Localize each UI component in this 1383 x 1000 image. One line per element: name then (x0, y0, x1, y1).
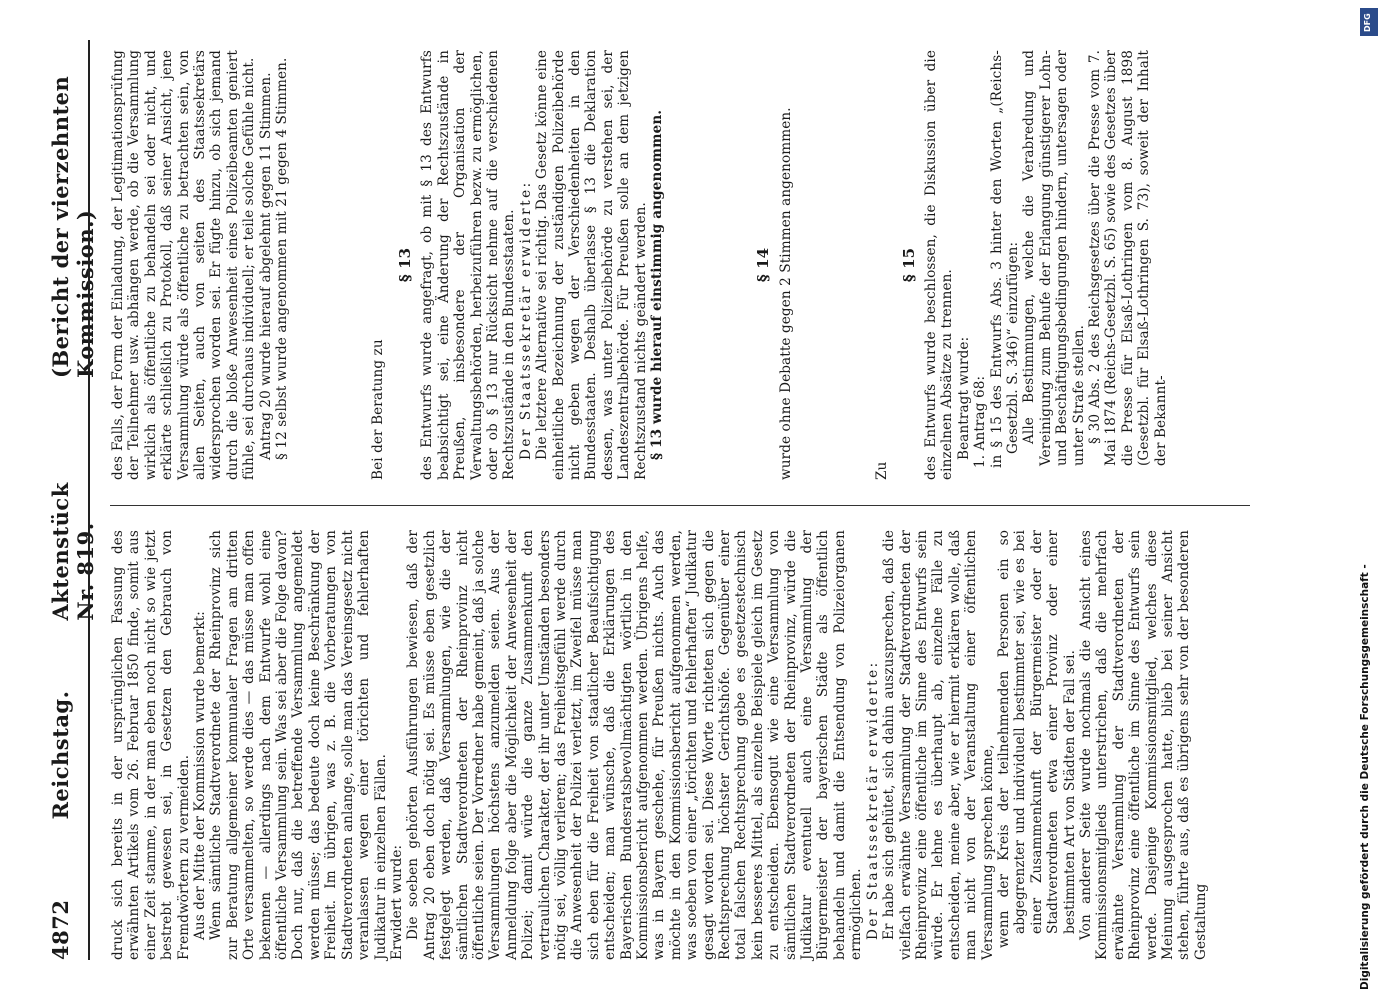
paragraph: § 13 wurde hierauf einstimmig angenommen. (648, 109, 665, 460)
digitization-note (1355, 0, 1379, 1000)
quoted-provision: Alle Bestimmungen, welche die Verabredung und Vereinigung zum Behufe der Erlangung günstigerer Lohn- und Beschäftigungsbedingungen hindern, untersagen oder unter Strafe stellen. (1021, 50, 1087, 466)
list-item-text: in § 15 des Entwurfs Abs. 3 hinter den Worten „(Reichs-Gesetzbl. S. 346)“ einzufügen: (988, 50, 1022, 468)
page-number: 4872 (48, 899, 73, 960)
section-heading-15: § 15 (899, 247, 918, 283)
paragraph: des Entwurfs wurde angefragt, ob mit § 13 des Entwurfs beabsichtigt sei, eine Änderung der Rechtszustände in Preußen, insbesondere der Organisation der Verwaltungsbehörden, herbeizuführen bezw. zu ermöglichen, oder ob § 13 nur Rücksicht nehme auf die verschiedenen Rechtszustände in den Bundesstaaten. (419, 50, 518, 480)
paragraph: Er habe sich gehütet, sich dahin auszusprechen, daß die vielfach erwähnte Versammlung der Stadtverordneten der Rheinprovinz eine öffentliche im Sinne des Entwurfs sein würde. Er lehne es überhaupt ab, einzelne Fälle zu entscheiden, meine aber, wie er hiermit erklären wolle, daß man nicht von der Veranstaltung einer öffentlichen Versammlung sprechen könne, (881, 530, 996, 960)
paragraph: Wenn sämtliche Stadtverordnete der Rheinprovinz sich zur Beratung allgemeiner kommunaler Fragen am dritten Orte versammelten, so werde dies — das müsse man offen bekennen — allerdings nach dem Entwurfe wohl eine öffentliche Versammlung sein. Was sei aber die Folge davon? Doch nur, daß die betreffende Versammlung angemeldet werden müsse; das bedeute doch keine Beschränkung der Freiheit. Im übrigen, was z. B. die Vorberatungen von Stadtverordneten anlange, solle man das Vereinsgesetz nicht veranlassen wegen einer törichten und fehlerhaften Judikatur in einzelnen Fällen. (208, 530, 389, 960)
header-title-right: (Bericht der vierzehnten Kommission.) (48, 75, 98, 379)
paragraph: Der Staatssekretär erwiderte: (864, 660, 881, 940)
paragraph: des Entwurfs wurde beschlossen, die Diskussion über die einzelnen Absätze zu trennen. (923, 50, 956, 480)
paragraph: Aus der Mitte der Kommission wurde bemerkt: (192, 611, 209, 940)
list-item-label: 1. Antrag 68: (972, 375, 989, 468)
paragraph: druck sich bereits in der ursprünglichen Fassung des erwähnten Artikels vom 26. Februar 1850 finde, somit aus einer Zeit stamme, in der man eben noch nicht so wie jetzt bestrebt gewesen sei, in Gesetzen den Gebrauch von Fremdwörtern zu vermeiden. (110, 530, 192, 960)
header-title-left: Reichstag. (48, 690, 73, 820)
header-rule (88, 40, 90, 960)
spacer (665, 50, 745, 480)
paragraph: § 12 selbst wurde angenommen mit 21 gegen 4 Stimmen. (274, 57, 291, 460)
paragraph: Der Staatssekretär erwiderte: (517, 180, 534, 460)
spacer (290, 50, 370, 480)
paragraph: Antrag 20 wurde hierauf abgelehnt gegen 11 Stimmen. (257, 72, 274, 460)
digitization-note-text: Digitalisierung gefördert durch die Deutsche Forschungsgemeinschaft - (1359, 564, 1371, 990)
paragraph: des Falls, der Form der Einladung, der Legitimationsprüfung der Teilnehmer usw. abhängen werde, ob die Versammlung wirklich als öffentliche zu behandeln sei oder nicht, und erklärte schließlich zu Protokoll, daß seiner Ansicht, jene Versammlung würde als öffentliche zu betrachten sein, von allen Seiten, auch von seiten des Staatssekretärs widersprochen worden sei. Er fügte hinzu, ob sich jemand durch die bloße Anwesenheit eines Polizeibeamten geniert fühle, sei durchaus individuell; er teile solche Gefühle nicht. (110, 50, 258, 480)
section-heading-14: § 14 (754, 247, 773, 283)
section-heading-13: § 13 (395, 247, 414, 283)
column-divider (110, 505, 1250, 506)
header-title-center: Aktenstück Nr. 819. (48, 482, 98, 621)
right-column (110, 50, 1169, 480)
indented-paragraph: wenn der Kreis der teilnehmenden Personen ein so abgegrenzter und individuell bestimmter sei, wie es bei einer Zusammenkunft der Bürgermeister oder der Stadtverordneten etwa einer Provinz oder einer bestimmten Art von Städten der Fall sei. (995, 530, 1078, 948)
paragraph: wurde ohne Debatte gegen 2 Stimmen angenommen. (777, 107, 794, 480)
section-intro: Zu (874, 461, 891, 480)
paragraph: Die letztere Alternative sei richtig. Das Gesetz könne eine einheitliche Bezeichnung der zuständigen Polizeibehörde nicht geben wegen der Verschiedenheiten in den Bundesstaaten. Deshalb überlasse § 13 die Deklaration dessen, was unter Polizeibehörde zu verstehen sei, der Landeszentralbehörde. Für Preußen solle an dem jetzigen Rechtszustand nichts geändert werden. (534, 50, 649, 480)
paragraph: Die soeben gehörten Ausführungen bewiesen, daß der Antrag 20 eben doch nötig sei. Es müsse eben gesetzlich festgelegt werden, daß Versammlungen, wie die der sämtlichen Stadtverordneten der Rheinprovinz nicht öffentliche seien. Der Vorredner habe gemeint, daß ja solche Versammlungen höchstens anzumelden seien. Aus der Anmeldung folge aber die Möglichkeit der Anwesenheit der Polizei; damit würde die ganze Zusammenkunft den vertraulichen Charakter, der ihr unter Umständen besonders nötig sei, völlig verlieren; das Freiheitsgefühl werde durch die Anwesenheit der Polizei verletzt, im Zweifel müsse man sich eben für die Freiheit von staatlicher Beaufsichtigung entscheiden; man wünsche, daß die Erklärungen des Bayerischen Bundesratsbevollmächtigten wörtlich in den Kommissionsbericht aufgenommen werden. Übrigens helfe, was in Bayern geschehe, für Preußen nichts. Auch das möchte in den Kommissionsbericht aufgenommen werden, was soeben von einer „törichten und fehlerhaften“ Judikatur gesagt worden sei. Diese Worte richteten sich gegen die Rechtsprechung höchster Gerichtshöfe. Gegenüber einer total falschen Rechtsprechung gebe es gesetzestechnisch kein besseres Mittel, als einzelne Beispiele gleich im Gesetz zu entscheiden. Ebensogut wie eine Versammlung von sämtlichen Stadtverordneten der Rheinprovinz, würde die Judikatur eventuell auch eine Versammlung der Bürgermeister der bayerischen Städte als öffentlich behandeln und damit die Entsendung von Polizeiorganen ermöglichen. (405, 530, 865, 960)
paragraph: Von anderer Seite wurde nochmals die Ansicht eines Kommissionsmitglieds unterstrichen, daß die mehrfach erwähnte Versammlung der Stadtverordneten der Rheinprovinz eine öffentliche im Sinne des Entwurfs sein werde. Dasjenige Kommissionsmitglied, welches diese Meinung ausgesprochen hatte, blieb bei seiner Ansicht stehen, führte aus, daß es übrigens sehr von der besonderen Gestaltung (1077, 530, 1209, 960)
left-column (110, 530, 1209, 960)
paragraph: Beantragt wurde: (955, 336, 972, 460)
paragraph: Erwidert wurde: (388, 844, 405, 960)
quoted-provision: § 30 Abs. 2 des Reichsgesetzes über die Presse vom 7. Mai 1874 (Reichs-Gesetzbl. S. 65) sowie des Gesetzes über die Presse für Elsaß-Lothringen vom 8. August 1898 (Gesetzbl. für Elsaß-Lothringen S. 73), soweit der Inhalt der Bekannt- (1087, 50, 1169, 466)
page-header (48, 40, 98, 960)
spacer (794, 50, 874, 480)
dfg-logo-text: DFG (1363, 13, 1372, 32)
section-intro: Bei der Beratung zu (370, 339, 387, 480)
